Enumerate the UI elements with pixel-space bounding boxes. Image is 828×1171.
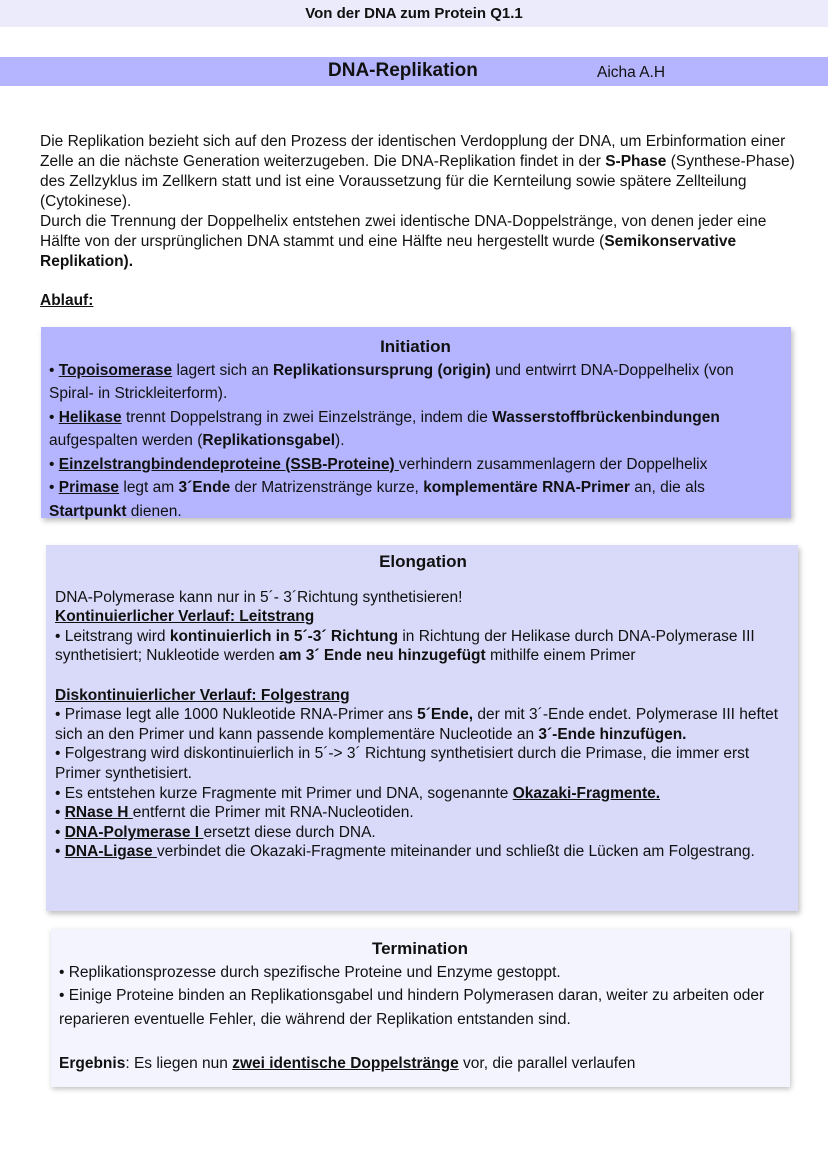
title-bar	[0, 57, 828, 86]
intro-paragraph-1: Die Replikation bezieht sich auf den Prozess der identischen Verdopplung der DNA, um Erbinformation einer Zelle an die nächste Generation weiterzugeben. Die DNA-Replikation findet in der S-Phase (Synthese-Phase) des Zellzyklus im Zellkern statt und ist eine Voraussetzung für die Kernteilung sowie spätere Zellteilung (Cytokinese).	[40, 133, 795, 210]
course-header	[0, 0, 828, 27]
termination-item: • Replikationsprozesse durch spezifische Proteine und Enzyme gestoppt.	[59, 963, 561, 981]
initiation-item: • Helikase trennt Doppelstrang in zwei Einzelstränge, indem die Wasserstoffbrückenbindungen aufgespalten werden (Replikationsgabel).	[49, 408, 720, 449]
leading-strand-heading: Kontinuierlicher Verlauf: Leitstrang	[55, 608, 315, 626]
elongation-box	[46, 545, 798, 911]
initiation-item: • Topoisomerase lagert sich an Replikationsursprung (origin) und entwirrt DNA-Doppelhelix (von Spiral- in Strickleiterform).	[49, 361, 734, 402]
termination-heading: Termination	[371, 939, 469, 958]
termination-box	[51, 929, 790, 1087]
spacer	[59, 1031, 781, 1052]
course-title: Von der DNA zum Protein Q1.1	[305, 5, 523, 22]
author-name: Aicha A.H	[597, 64, 666, 81]
termination-item: • Einige Proteine binden an Replikationsgabel und hindern Polymerasen daran, weiter zu arbeiten oder reparieren eventuelle Fehler, die während der Replikation entstanden sind.	[59, 987, 765, 1028]
elongation-item: • RNase H entfernt die Primer mit RNA-Nucleotiden.	[55, 804, 414, 822]
elongation-item: • DNA-Ligase verbindet die Okazaki-Fragmente miteinander und schließt die Lücken am Folgestrang.	[55, 843, 755, 861]
intro-text	[40, 132, 800, 272]
elongation-heading: Elongation	[379, 552, 467, 571]
initiation-item: • Einzelstrangbindendeproteine (SSB-Proteine) verhindern zusammenlagern der Doppelhelix	[49, 455, 708, 473]
elongation-item: • DNA-Polymerase I ersetzt diese durch DNA.	[55, 823, 376, 841]
result-line: Ergebnis: Es liegen nun zwei identische Doppelstränge vor, die parallel verlaufen	[59, 1055, 636, 1072]
elongation-item: • Es entstehen kurze Fragmente mit Primer und DNA, sogenannte Okazaki-Fragmente.	[55, 784, 661, 802]
section-heading-ablauf: Ablauf:	[40, 292, 94, 309]
elongation-item: • Folgestrang wird diskontinuierlich in 5´-> 3´ Richtung synthetisiert durch die Primase, die immer erst Primer synthetisiert.	[55, 745, 750, 782]
initiation-heading: Initiation	[380, 337, 451, 356]
spacer	[55, 666, 791, 686]
initiation-box	[41, 327, 791, 518]
lagging-strand-heading: Diskontinuierlicher Verlauf: Folgestrang	[55, 686, 350, 704]
elongation-item: • Leitstrang wird kontinuierlich in 5´-3´ Richtung in Richtung der Helikase durch DNA-Polymerase III synthetisiert; Nukleotide werden am 3´ Ende neu hinzugefügt mithilfe einem Primer	[55, 627, 755, 665]
page-title: DNA-Replikation	[328, 60, 478, 81]
initiation-item: • Primase legt am 3´Ende der Matrizenstränge kurze, komplementäre RNA-Primer an, die als Startpunkt dienen.	[49, 479, 705, 520]
elongation-note: DNA-Polymerase kann nur in 5´- 3´Richtung synthetisieren!	[55, 588, 463, 606]
intro-paragraph-2: Durch die Trennung der Doppelhelix entstehen zwei identische DNA-Doppelstränge, von denen jeder eine Hälfte von der ursprünglichen DNA stammt und eine Hälfte neu hergestellt wurde (Semikonservative Replikation).	[40, 213, 767, 270]
elongation-item: • Primase legt alle 1000 Nukleotide RNA-Primer ans 5´Ende, der mit 3´-Ende endet. Polymerase III heftet sich an den Primer und kann passende komplementäre Nucleotide an 3´-Ende hinzufügen.	[55, 706, 779, 743]
